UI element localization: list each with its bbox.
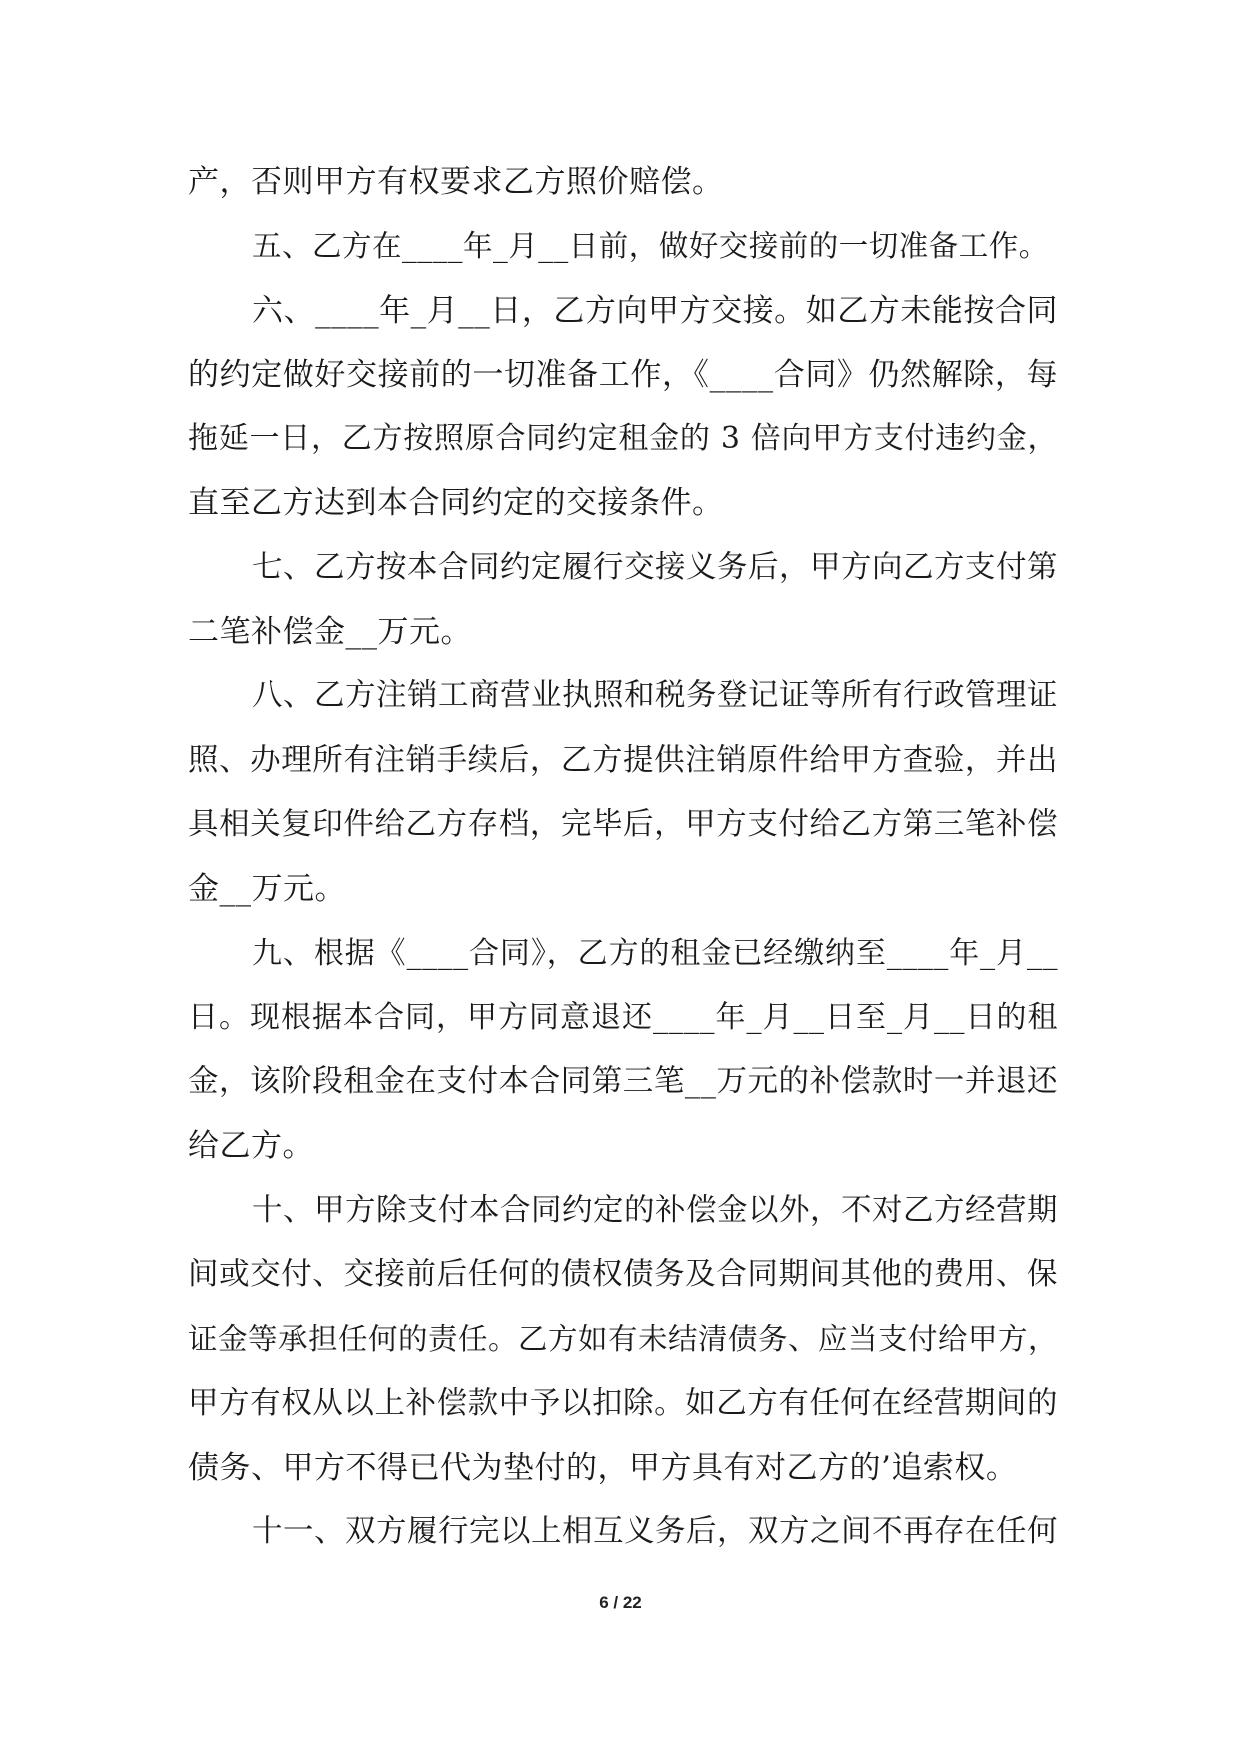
text-line: 日。现根据本合同，甲方同意退还____年_月__日至_月__日的租 [188, 999, 1058, 1035]
text-line: 具相关复印件给乙方存档，完毕后，甲方支付给乙方第三笔补偿 [188, 806, 1058, 842]
text-line: 给乙方。 [188, 1128, 314, 1165]
text-line: 金__万元。 [188, 871, 346, 908]
text-line: 二笔补偿金__万元。 [188, 614, 472, 651]
document-body [188, 150, 1058, 1565]
text-line: 十一、双方履行完以上相互义务后，双方之间不再存在任何 [252, 1514, 1058, 1550]
text-line: 甲方有权从以上补偿款中予以扣除。如乙方有任何在经营期间的 [188, 1385, 1058, 1421]
text-line: 八、乙方注销工商营业执照和税务登记证等所有行政管理证 [252, 678, 1058, 714]
text-line: 债务、甲方不得已代为垫付的，甲方具有对乙方的’追索权。 [188, 1449, 1018, 1486]
text-line: 五、乙方在____年_月__日前，做好交接前的一切准备工作。 [252, 229, 1049, 264]
text-line: 七、乙方按本合同约定履行交接义务后，甲方向乙方支付第 [252, 549, 1058, 585]
text-line: 九、根据《____合同》，乙方的租金已经缴纳至____年_月__ [252, 935, 1058, 971]
text-line: 六、____年_月__日，乙方向甲方交接。如乙方未能按合同 [252, 292, 1058, 329]
text-line: 的约定做好交接前的一切准备工作，《____合同》仍然解除，每 [188, 356, 1058, 393]
text-line: 产，否则甲方有权要求乙方照价赔偿。 [188, 164, 724, 200]
text-line: 照、办理所有注销手续后，乙方提供注销原件给甲方查验，并出 [188, 742, 1058, 778]
text-line: 十、甲方除支付本合同约定的补偿金以外，不对乙方经营期 [252, 1192, 1058, 1228]
text-line: 拖延一日，乙方按照原合同约定租金的 3 倍向甲方支付违约金， [188, 421, 1058, 457]
page-number: 6 / 22 [599, 1593, 642, 1612]
text-line: 证金等承担任何的责任。乙方如有未结清债务、应当支付给甲方， [188, 1322, 1059, 1357]
text-line: 金，该阶段租金在支付本合同第三笔__万元的补偿款时一并退还 [188, 1064, 1058, 1100]
text-line: 直至乙方达到本合同约定的交接条件。 [188, 485, 724, 522]
text-line: 间或交付、交接前后任何的债权债务及合同期间其他的费用、保 [188, 1257, 1058, 1293]
